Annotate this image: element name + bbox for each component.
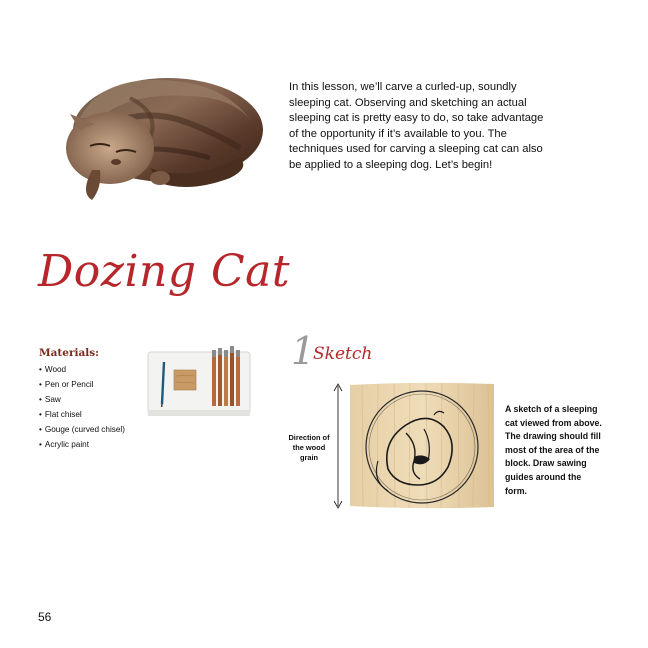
step-title: Sketch [313,344,373,364]
intro-paragraph: In this lesson, we’ll carve a curled-up, soundly sleeping cat. Observing and sketching an actual sleeping cat is pretty easy to do, so take advantage of the opportunity if it’s available to you. The techniques used for carving a sleeping cat can also be applied to a sleeping dog. Let’s begin! [289,81,544,171]
wood-block-sketch-photo [348,381,496,510]
list-item: • Flat chisel [39,407,169,422]
lesson-title: Dozing Cat [38,246,291,297]
step-number: 1 [291,329,316,373]
list-item: • Gouge (curved chisel) [39,422,169,437]
materials-heading: Materials: [39,347,100,359]
list-item: • Saw [39,392,169,407]
list-item: • Pen or Pencil [39,377,169,392]
list-item: • Wood [39,362,169,377]
carved-cat-photo [40,58,264,204]
grain-direction-arrow-icon [331,382,345,510]
tools-photo [146,346,252,418]
sketch-caption: A sketch of a sleeping cat viewed from above. The drawing should fill most of the area of the block. Draw sawing guides around the form. [505,404,602,496]
list-item: • Acrylic paint [39,437,169,452]
page-number: 56 [38,610,52,624]
grain-direction-label: Direction of the wood grain [288,433,330,462]
